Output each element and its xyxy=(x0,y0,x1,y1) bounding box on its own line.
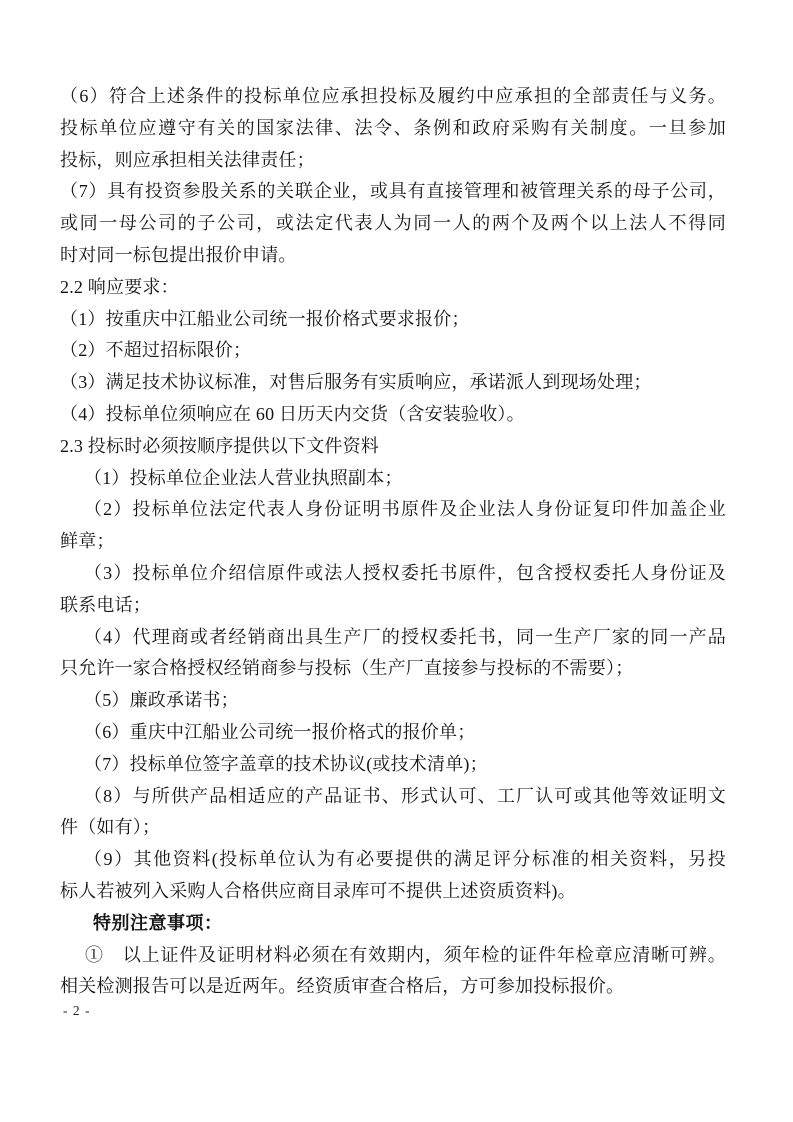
document-line: 相关检测报告可以是近两年。经资质审查合格后，方可参加投标报价。 xyxy=(60,976,625,997)
document-line: 2.3 投标时必须按顺序提供以下文件资料 xyxy=(60,435,379,456)
document-line: （6）重庆中江船业公司统一报价格式的报价单； xyxy=(84,721,476,742)
document-line: （4）投标单位须响应在 60 日历天内交货（含安装验收）。 xyxy=(60,403,525,424)
document-line: 投标单位应遵守有关的国家法律、法令、条例和政府采购有关制度。一旦参加 xyxy=(60,117,726,138)
document-line: 联系电话； xyxy=(60,594,151,615)
document-line: ① 以上证件及证明材料必须在有效期内，须年检的证件年检章应清晰可辨。 xyxy=(85,944,726,965)
document-line: 只允许一家合格授权经销商参与投标（生产厂直接参与投标的不需要）； xyxy=(60,658,634,679)
document-line: 2.2 响应要求： xyxy=(60,276,179,297)
page-number: - 2 - xyxy=(63,1003,91,1018)
document-line: 鲜章； xyxy=(60,531,115,552)
document-line: 时对同一标包提出报价申请。 xyxy=(60,244,297,265)
document-line: （1）投标单位企业法人营业执照副本； xyxy=(84,467,403,488)
document-line: （3）满足技术协议标准，对售后服务有实质响应，承诺派人到现场处理； xyxy=(60,372,652,393)
document-line: （6）符合上述条件的投标单位应承担投标及履约中应承担的全部责任与义务。 xyxy=(60,86,726,106)
document-line: 标人若被列入采购人合格供应商目录库可不提供上述资质资料)。 xyxy=(60,880,576,901)
document-line: （4）代理商或者经销商出具生产厂的授权委托书，同一生产厂家的同一产品 xyxy=(84,626,726,647)
document-line: （8）与所供产品相适应的产品证书、形式认可、工厂认可或其他等效证明文 xyxy=(84,785,726,806)
document-line: （7）投标单位签字盖章的技术协议(或技术清单)； xyxy=(84,753,488,774)
document-line: 件（如有）； xyxy=(60,817,161,838)
document-line: （3）投标单位介绍信原件或法人授权委托书原件，包含授权委托人身份证及 xyxy=(84,562,726,583)
document-line: 或同一母公司的子公司，或法定代表人为同一人的两个及两个以上法人不得同 xyxy=(60,213,726,234)
document-line: （9）其他资料(投标单位认为有必要提供的满足评分标准的相关资料，另投 xyxy=(84,849,726,870)
document-line: 特别注意事项： xyxy=(93,912,223,933)
document-body xyxy=(60,81,726,1003)
document-line: （2）不超过招标限价； xyxy=(60,340,252,361)
document-line: （1）按重庆中江船业公司统一报价格式要求报价； xyxy=(60,308,470,329)
document-line: （5）廉政承诺书； xyxy=(84,690,239,711)
document-line: 投标，则应承担相关法律责任； xyxy=(60,149,315,170)
document-line: （2）投标单位法定代表人身份证明书原件及企业法人身份证复印件加盖企业 xyxy=(84,499,726,520)
document-line: （7）具有投资参股关系的关联企业，或具有直接管理和被管理关系的母子公司， xyxy=(60,181,726,202)
